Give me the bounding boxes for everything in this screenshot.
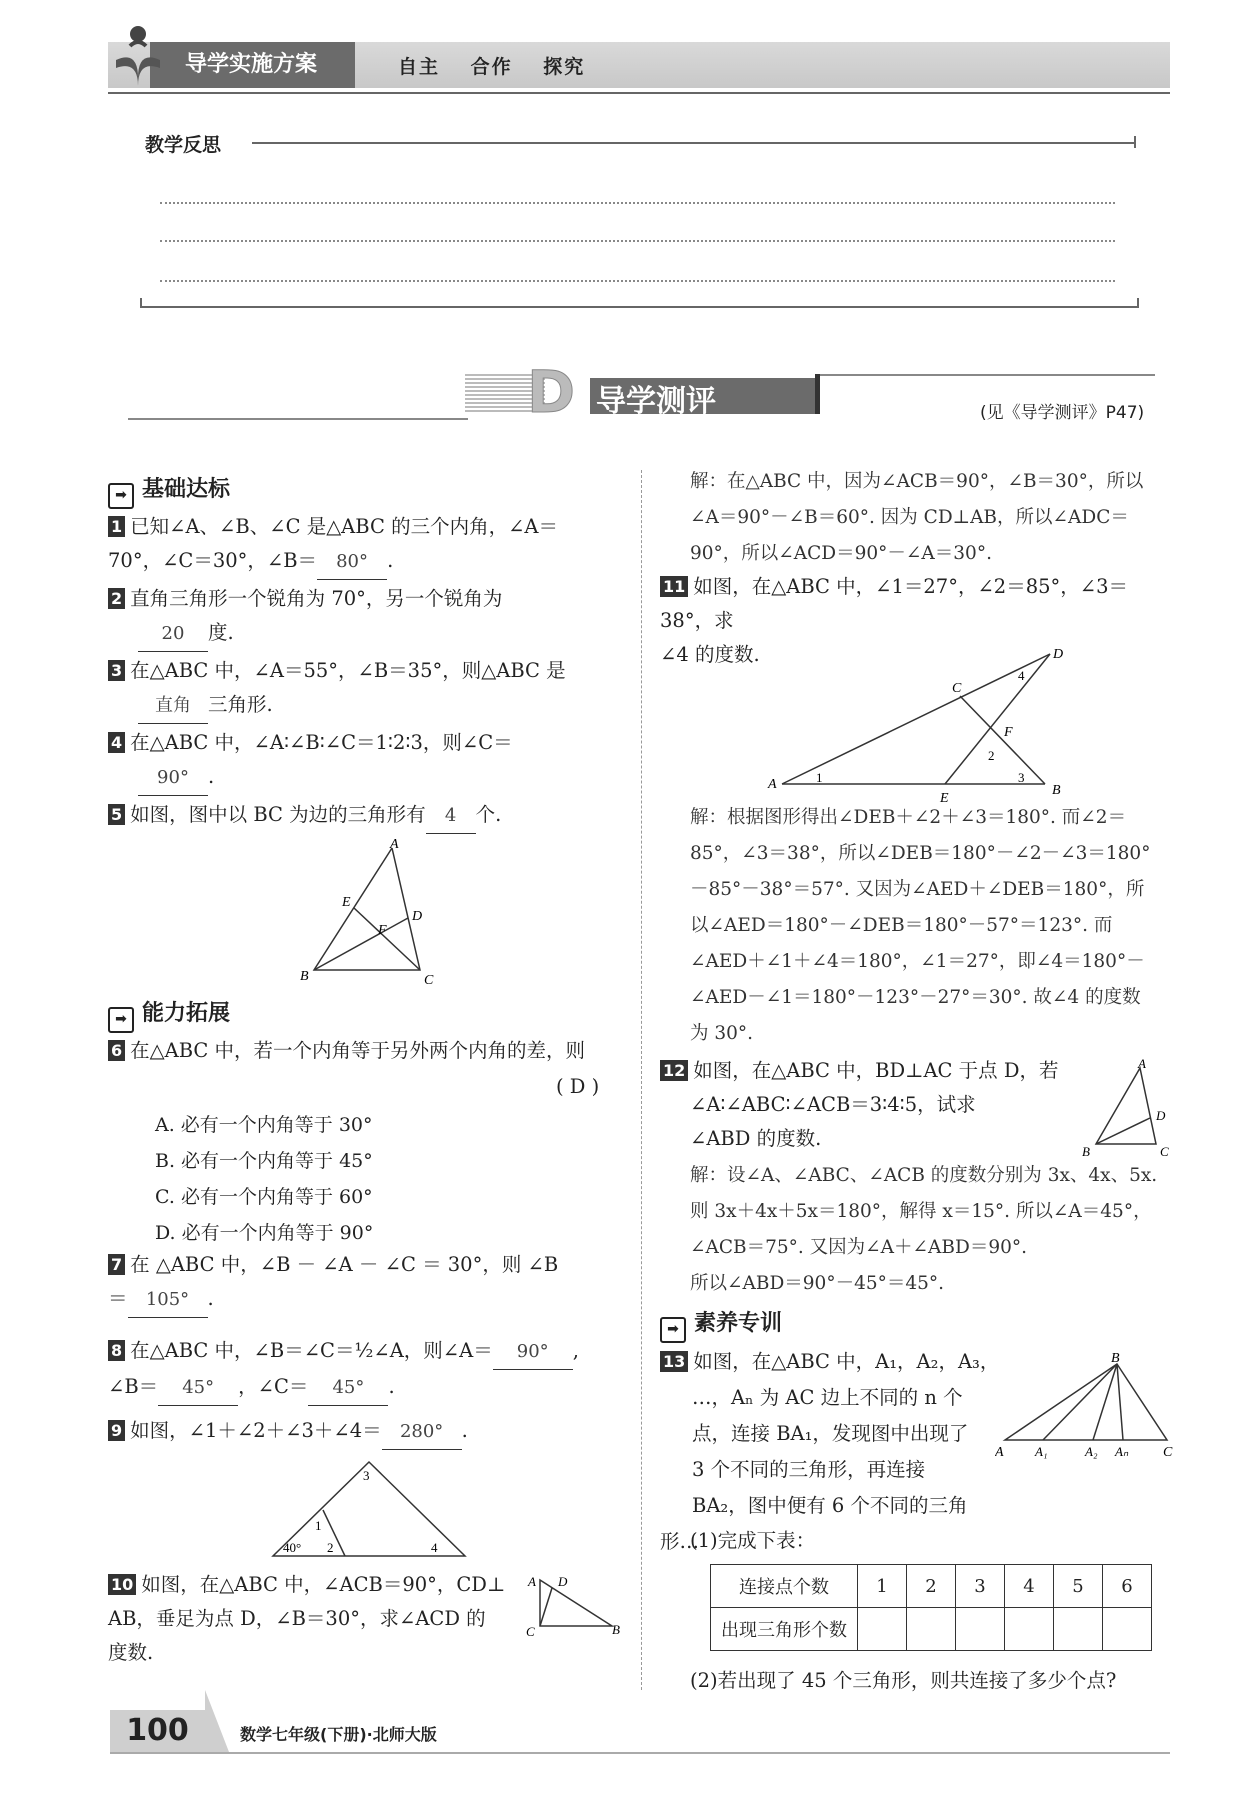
arrow-icon: ➡ (108, 1007, 134, 1033)
svg-text:A: A (528, 1574, 536, 1589)
solution-q12: 解：设∠A、∠ABC、∠ACB 的度数分别为 3x、4x、5x. 则 3x＋4x＋5x＝180°，解得 x＝15°. 所以∠A＝45°， ∠ACB＝75°. 又因为∠A＋∠ABD＝90°. 所以∠ABD＝90°－45°＝45°. (690, 1165, 1158, 1294)
svg-text:D: D (412, 909, 423, 924)
writing-line (160, 202, 1115, 204)
reflection-rule (252, 142, 1136, 144)
question-number: 11 (660, 576, 688, 597)
question-12: 12 如图，在△ABC 中，BD⊥AC 于点 D，若 ∠A∶∠ABC∶∠ACB＝3∶4∶5，试求 ∠ABD 的度数. (660, 1054, 1080, 1156)
answer-blank: 90° (138, 761, 208, 796)
table-cell (1103, 1608, 1152, 1651)
header-tag: 合作 (470, 56, 513, 78)
table-cell (907, 1608, 956, 1651)
heading-ability: ➡ 能力拓展 (108, 996, 230, 1033)
question-number: 10 (108, 1574, 136, 1595)
table-cell (1054, 1608, 1103, 1651)
question-number: 12 (660, 1060, 688, 1081)
question-13-part2: (2)若出现了 45 个三角形，则共连接了多少个点? (690, 1669, 1117, 1692)
svg-text:A: A (768, 777, 777, 792)
table-cell: 3 (956, 1565, 1005, 1608)
header-tag: 自主 (398, 56, 441, 78)
svg-text:3: 3 (1018, 770, 1025, 785)
figure-q9 (265, 1454, 470, 1564)
section-letter: D (527, 362, 576, 418)
question-2: 2 直角三角形一个锐角为 70°，另一个锐角为 20 度. (108, 582, 628, 652)
question-number: 8 (108, 1340, 125, 1361)
svg-text:2: 2 (988, 748, 995, 763)
svg-text:D: D (1156, 1108, 1166, 1123)
answer-choice: ( D ) (556, 1075, 600, 1098)
question-number: 4 (108, 732, 125, 753)
question-9: 9 如图，∠1＋∠2＋∠3＋∠4＝ 280° . (108, 1414, 628, 1450)
question-10: 10 如图，在△ABC 中，∠ACB＝90°，CD⊥ AB，垂足为点 D，∠B＝30°，求∠ACD 的 度数. (108, 1573, 506, 1664)
answer-blank: 90° (493, 1335, 573, 1370)
arrow-icon: ➡ (660, 1317, 686, 1343)
section-reference: (见《导学测评》P47) (980, 403, 1145, 423)
table-cell (1005, 1608, 1054, 1651)
arrow-icon: ➡ (108, 483, 134, 509)
svg-text:D: D (1053, 647, 1064, 662)
question-6: 6 在△ABC 中，若一个内角等于另外两个内角的差，则 (108, 1034, 628, 1068)
table-cell: 4 (1005, 1565, 1054, 1608)
solution-q10: 解：在△ABC 中，因为∠ACB＝90°，∠B＝30°，所以 ∠A＝90°－∠B＝60°. 因为 CD⊥AB，所以∠ADC＝ 90°，所以∠ACD＝90°－∠A＝30°. (690, 471, 1144, 564)
svg-text:E: E (940, 791, 949, 804)
question-7: 7 在 △ABC 中，∠B － ∠A － ∠C ＝ 30°，则 ∠B ＝ 105° . (108, 1248, 628, 1318)
svg-text:Aₙ: Aₙ (1115, 1444, 1129, 1459)
svg-text:B: B (1082, 1144, 1090, 1158)
question-number: 9 (108, 1420, 125, 1441)
question-3: 3 在△ABC 中，∠A＝55°，∠B＝35°，则△ABC 是 直角 三角形. (108, 654, 628, 724)
svg-text:F: F (1004, 725, 1013, 740)
header-tags (398, 52, 607, 79)
table-cell: 连接点个数 (711, 1565, 858, 1608)
table-cell: 1 (858, 1565, 907, 1608)
table-cell: 2 (907, 1565, 956, 1608)
svg-text:B: B (1111, 1351, 1120, 1366)
writing-line (160, 240, 1115, 242)
answer-blank: 4 (426, 799, 476, 834)
svg-text:A₁: A₁ (1035, 1444, 1048, 1459)
table-cell: 5 (1054, 1565, 1103, 1608)
svg-text:C: C (526, 1624, 535, 1638)
question-number: 7 (108, 1254, 125, 1275)
svg-text:A: A (390, 838, 399, 852)
answer-blank: 45° (308, 1371, 388, 1406)
svg-text:2: 2 (327, 1540, 334, 1555)
svg-text:B: B (1052, 783, 1061, 798)
writing-line (160, 280, 1115, 282)
answer-blank: 20 (138, 617, 208, 652)
answer-blank: 80° (317, 545, 387, 580)
reflection-box-bottom (140, 298, 1139, 308)
svg-text:C: C (1160, 1144, 1169, 1158)
svg-text:C: C (1163, 1445, 1173, 1460)
svg-text:1: 1 (816, 770, 823, 785)
svg-text:4: 4 (1018, 668, 1025, 683)
choice-a: A. 必有一个内角等于 30° (155, 1114, 373, 1136)
svg-text:D: D (558, 1574, 568, 1589)
question-number: 1 (108, 516, 125, 537)
header-title: 导学实施方案 (150, 42, 355, 88)
question-4: 4 在△ABC 中，∠A∶∠B∶∠C＝1∶2∶3，则∠C＝ 90° . (108, 726, 628, 796)
svg-text:3: 3 (363, 1468, 370, 1483)
question-13-part1: (1)完成下表： (690, 1529, 816, 1552)
table-cell (956, 1608, 1005, 1651)
section-title: 导学测评 (596, 384, 716, 419)
svg-text:C: C (952, 681, 962, 696)
question-number: 6 (108, 1040, 125, 1061)
svg-text:B: B (612, 1622, 620, 1637)
header-tag: 探究 (543, 56, 586, 78)
figure-q11 (760, 644, 1080, 804)
question-13: 13 如图，在△ABC 中，A₁，A₂，A₃， …，Aₙ 为 AC 边上不同的 n 个 点，连接 BA₁，发现图中出现了 3 个不同的三角形，再连接 BA₂，图中便有 6 个不同的三角形… (660, 1350, 1000, 1553)
answer-blank: 直角 (138, 689, 208, 724)
table-row (711, 1565, 1152, 1608)
question-8: 8 在△ABC 中，∠B＝∠C＝½∠A，则∠A＝ 90° , ∠B＝ 45° ，∠C＝ 45° . (108, 1334, 638, 1406)
answer-table (710, 1564, 1152, 1651)
question-1: 1 已知∠A、∠B、∠C 是△ABC 的三个内角，∠A＝ 70°，∠C＝30°，∠B＝ 80° . (108, 510, 623, 580)
svg-text:1: 1 (315, 1518, 322, 1533)
page-number: 100 (110, 1710, 205, 1752)
answer-blank: 45° (158, 1371, 238, 1406)
svg-text:4: 4 (431, 1540, 438, 1555)
question-number: 2 (108, 588, 125, 609)
table-cell: 6 (1103, 1565, 1152, 1608)
svg-text:A₂: A₂ (1085, 1444, 1098, 1459)
choice-b: B. 必有一个内角等于 45° (155, 1150, 373, 1172)
figure-q10 (524, 1572, 624, 1638)
table-row (711, 1608, 1152, 1651)
figure-q13 (995, 1350, 1180, 1460)
choice-c: C. 必有一个内角等于 60° (155, 1186, 373, 1208)
table-cell: 出现三角形个数 (711, 1608, 858, 1651)
svg-text:40°: 40° (283, 1540, 302, 1555)
question-number: 3 (108, 660, 125, 681)
svg-text:C: C (424, 973, 434, 986)
svg-text:B: B (300, 969, 309, 984)
svg-text:F: F (378, 923, 387, 938)
column-divider (641, 470, 642, 1690)
footer-book-title: 数学七年级(下册)·北师大版 (240, 1725, 437, 1744)
figure-q5 (290, 838, 440, 986)
question-11: 11 如图，在△ABC 中，∠1＝27°，∠2＝85°，∠3＝38°，求 ∠4 的度数. (660, 575, 1129, 666)
choice-d: D. 必有一个内角等于 90° (155, 1222, 374, 1244)
heading-basic: ➡ 基础达标 (108, 472, 230, 509)
answer-blank: 105° (128, 1283, 208, 1318)
heading-literacy: ➡ 素养专训 (660, 1306, 782, 1343)
reflection-title: 教学反思 (145, 134, 222, 156)
svg-text:E: E (342, 895, 351, 910)
answer-blank: 280° (382, 1415, 462, 1450)
figure-q12 (1080, 1058, 1180, 1158)
svg-text:A: A (995, 1445, 1004, 1460)
header-rule (108, 92, 1170, 94)
question-number: 13 (660, 1351, 688, 1372)
question-number: 5 (108, 804, 125, 825)
question-5: 5 如图，图中以 BC 为边的三角形有 4 个. (108, 798, 628, 834)
book-logo-icon (108, 20, 168, 90)
solution-q11: 解：根据图形得出∠DEB＋∠2＋∠3＝180°. 而∠2＝ 85°，∠3＝38°，所以∠DEB＝180°－∠2－∠3＝180° －85°－38°＝57°. 又因为∠AED＋∠DEB＝180°，所 以∠AED＝180°－∠DEB＝180°－57°＝123°. 而 ∠AED＋∠1＋∠4＝180°，∠1＝27°，即∠4＝180°－ ∠AED－∠1＝180°－123°－27°＝30°. 故∠4 的度数 为 30°. (690, 807, 1151, 1044)
svg-text:A: A (1138, 1058, 1146, 1071)
table-cell (858, 1608, 907, 1651)
